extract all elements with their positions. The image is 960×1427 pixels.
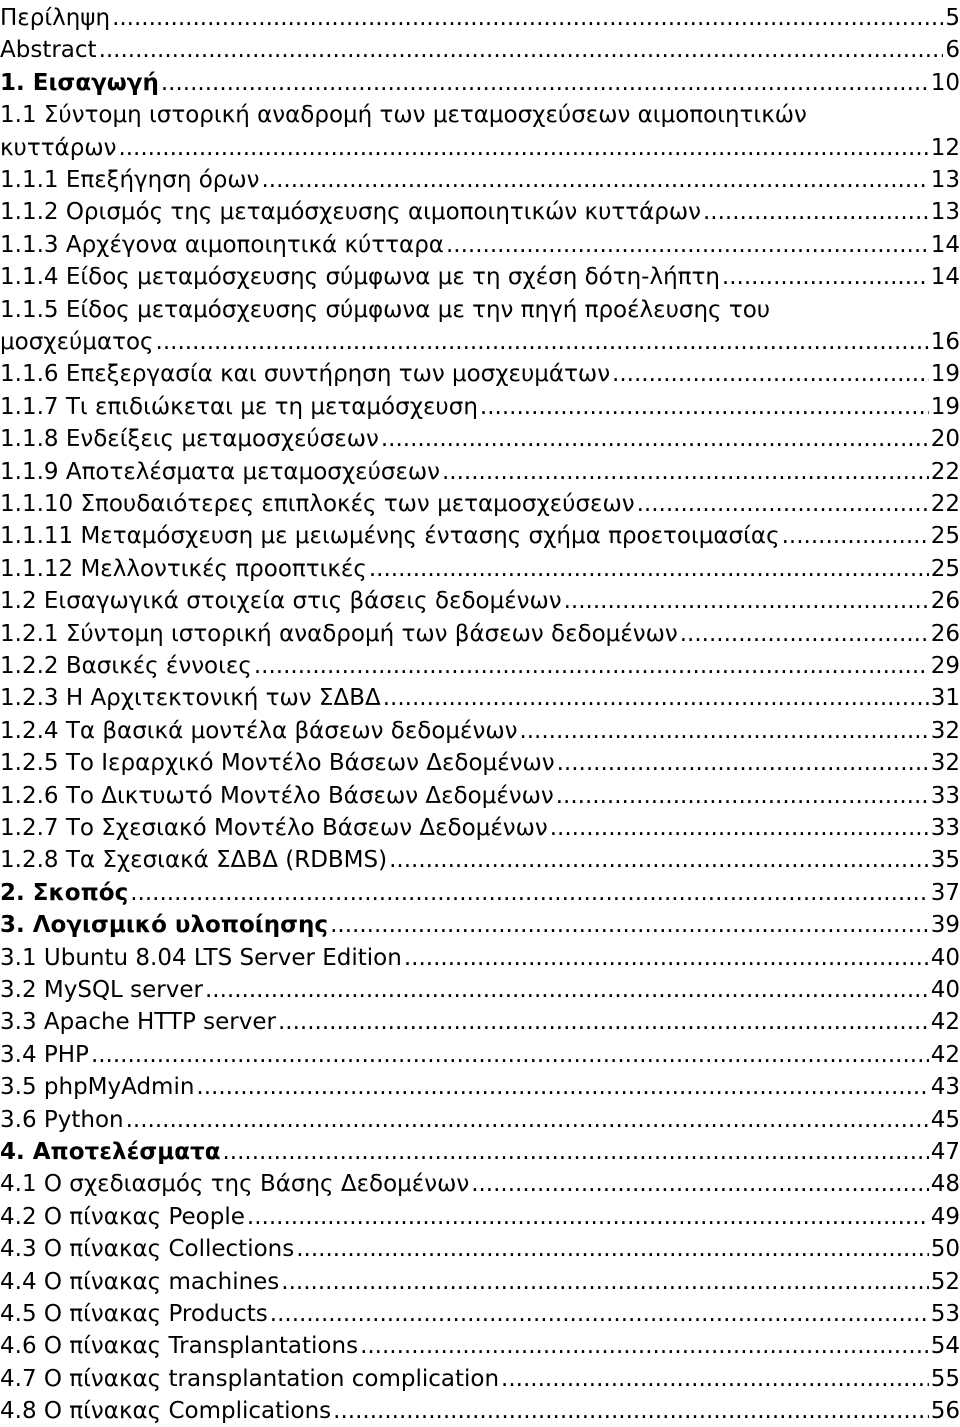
toc-entry[interactable]	[0, 942, 960, 974]
toc-entry-title: 4.1 Ο σχεδιασμός της Βάσης Δεδομένων	[0, 1171, 470, 1198]
toc-row	[0, 909, 960, 941]
toc-entry-title: 4.2 Ο πίνακας People	[0, 1203, 245, 1230]
toc-entry[interactable]	[0, 164, 960, 196]
toc-dot-leader	[333, 1395, 929, 1427]
toc-entry[interactable]	[0, 1266, 960, 1298]
toc-entry[interactable]	[0, 456, 960, 488]
toc-entry[interactable]	[0, 488, 960, 520]
toc-row	[0, 650, 960, 682]
toc-entry-title: 1.1.5 Είδος μεταμόσχευσης σύμφωνα με την πηγή προέλευσης του	[0, 296, 771, 323]
toc-dot-leader	[247, 1201, 929, 1233]
toc-entry[interactable]	[0, 196, 960, 228]
toc-entry-title: 1.2.7 Το Σχεσιακό Μοντέλο Βάσεων Δεδομένων	[0, 815, 548, 841]
toc-row	[0, 1298, 960, 1330]
toc-entry[interactable]	[0, 909, 960, 941]
toc-entry[interactable]	[0, 1168, 960, 1200]
toc-entry-title: 1.2.5 Το Ιεραρχικό Μοντέλο Βάσεων Δεδομένων	[0, 750, 555, 777]
toc-entry[interactable]	[0, 1039, 960, 1071]
toc-page-number: 40	[930, 977, 960, 1003]
toc-entry-title: 4. Αποτελέσματα	[0, 1139, 221, 1165]
toc-entry-title: 4.4 Ο πίνακας machines	[0, 1268, 280, 1295]
toc-dot-leader	[381, 423, 929, 455]
toc-page-number: 33	[930, 815, 960, 841]
toc-dot-leader	[126, 1104, 929, 1136]
toc-entry-title: 1.2.4 Τα βασικά μοντέλα βάσεων δεδομένων	[0, 717, 518, 744]
toc-dot-leader	[550, 812, 929, 844]
toc-row	[0, 877, 960, 909]
toc-row	[0, 1201, 960, 1233]
toc-row	[0, 682, 960, 714]
toc-entry-title: 4.3 Ο πίνακας Collections	[0, 1236, 295, 1263]
toc-dot-leader	[369, 553, 929, 585]
toc-entry-title: 1.2 Εισαγωγικά στοιχεία στις βάσεις δεδομένων	[0, 588, 562, 615]
toc-dot-leader	[442, 456, 929, 488]
toc-dot-leader	[612, 358, 929, 390]
toc-row	[0, 456, 960, 488]
toc-row	[0, 812, 960, 844]
toc-page-number: 26	[930, 620, 960, 647]
toc-entry-title: 1.1.4 Είδος μεταμόσχευσης σύμφωνα με τη σχέση δότη-λήπτη	[0, 264, 720, 291]
toc-page-number: 16	[930, 329, 960, 355]
toc-page-number: 54	[930, 1333, 960, 1360]
toc-row	[0, 942, 960, 974]
toc-entry[interactable]	[0, 1136, 960, 1168]
toc-entry[interactable]	[0, 618, 960, 650]
toc-dot-leader	[480, 391, 929, 423]
toc-row	[0, 1104, 960, 1136]
toc-dot-leader	[637, 488, 929, 520]
toc-entry-title: Abstract	[0, 37, 97, 64]
toc-entry-title: μοσχεύματος	[0, 329, 154, 355]
toc-page-number: 25	[930, 555, 960, 582]
toc-page-number: 19	[930, 361, 960, 388]
toc-dot-leader	[446, 229, 929, 261]
toc-entry[interactable]	[0, 585, 960, 617]
toc-dot-leader	[223, 1136, 929, 1168]
toc-dot-leader	[519, 715, 928, 747]
toc-dot-leader	[196, 1071, 928, 1103]
toc-page-number: 19	[930, 393, 960, 420]
toc-row	[0, 229, 960, 261]
toc-row	[0, 488, 960, 520]
toc-row	[0, 1071, 960, 1103]
toc-dot-leader	[404, 942, 929, 974]
toc-entry-title: 1.1.1 Επεξήγηση όρων	[0, 167, 260, 193]
toc-entry[interactable]	[0, 877, 960, 909]
toc-entry-title: κυττάρων	[0, 134, 117, 161]
toc-entry[interactable]	[0, 423, 960, 455]
toc-dot-leader	[118, 132, 928, 164]
toc-row	[0, 99, 960, 131]
toc-row	[0, 423, 960, 455]
toc-entry-title: 4.7 Ο πίνακας transplantation complication	[0, 1365, 500, 1392]
toc-entry-title: 1.1.9 Αποτελέσματα μεταμοσχεύσεων	[0, 458, 440, 485]
toc-page-number: 5	[945, 5, 960, 31]
toc-page-number: 49	[930, 1203, 960, 1230]
toc-entry[interactable]	[0, 1006, 960, 1038]
toc-dot-leader	[389, 844, 929, 876]
toc-entry-title: 1.1.6 Επεξεργασία και συντήρηση των μοσχευμάτων	[0, 361, 611, 388]
toc-row	[0, 553, 960, 585]
toc-entry-title: 1.2.3 Η Αρχιτεκτονική των ΣΔΒΔ	[0, 685, 381, 712]
toc-entry-title: 3.1 Ubuntu 8.04 LTS Server Edition	[0, 944, 402, 971]
toc-page-number: 20	[930, 426, 960, 453]
toc-page-number: 13	[930, 199, 960, 226]
toc-page-number: 6	[945, 37, 960, 64]
toc-entry[interactable]	[0, 1233, 960, 1265]
toc-row	[0, 1395, 960, 1427]
toc-page-number: 42	[930, 1041, 960, 1068]
toc-page-number: 14	[930, 231, 960, 258]
toc-row	[0, 2, 960, 34]
toc-page-number: 43	[930, 1074, 960, 1101]
toc-page-number: 53	[930, 1301, 960, 1327]
toc-entry-title: 1.1 Σύντομη ιστορική αναδρομή των μεταμοσχεύσεων αιμοποιητικών	[0, 102, 807, 129]
toc-dot-leader	[156, 326, 929, 358]
toc-row	[0, 67, 960, 99]
toc-entry-title: 3. Λογισμικό υλοποίησης	[0, 912, 329, 939]
toc-page-number: 25	[930, 523, 960, 550]
toc-row	[0, 132, 960, 164]
toc-entry-title: 4.6 Ο πίνακας Transplantations	[0, 1333, 359, 1360]
toc-entry[interactable]	[0, 132, 960, 164]
toc-entry-title: 1.1.11 Μεταμόσχευση με μειωμένης έντασης σχήμα προετοιμασίας	[0, 523, 780, 550]
toc-row	[0, 1006, 960, 1038]
toc-entry-title: 3.4 PHP	[0, 1041, 89, 1068]
toc-entry[interactable]	[0, 553, 960, 585]
toc-page-number: 22	[930, 458, 960, 485]
toc-entry[interactable]	[0, 520, 960, 552]
toc-row	[0, 1330, 960, 1362]
toc-entry[interactable]	[0, 67, 960, 99]
toc-row	[0, 358, 960, 390]
toc-entry-title: 2. Σκοπός	[0, 879, 129, 906]
toc-dot-leader	[91, 1039, 929, 1071]
toc-entry[interactable]	[0, 1104, 960, 1136]
toc-dot-leader	[703, 196, 929, 228]
toc-entry[interactable]	[0, 747, 960, 779]
toc-entry[interactable]	[0, 2, 960, 34]
toc-page-number: 33	[930, 782, 960, 809]
toc-dot-leader	[383, 682, 929, 714]
toc-dot-leader	[680, 618, 929, 650]
toc-entry[interactable]	[0, 294, 960, 326]
toc-row	[0, 261, 960, 293]
toc-entry[interactable]	[0, 99, 960, 131]
toc-entry[interactable]	[0, 780, 960, 812]
toc-page-number: 10	[930, 69, 960, 96]
toc-page-number: 31	[930, 685, 960, 712]
toc-entry-title: 1.1.8 Ενδείξεις μεταμοσχεύσεων	[0, 426, 379, 453]
toc-entry[interactable]	[0, 1071, 960, 1103]
toc-row	[0, 974, 960, 1006]
toc-entry[interactable]	[0, 1330, 960, 1362]
toc-dot-leader	[564, 585, 929, 617]
toc-entry[interactable]	[0, 391, 960, 423]
toc-entry-title: 1.2.1 Σύντομη ιστορική αναδρομή των βάσεων δεδομένων	[0, 620, 678, 647]
toc-row	[0, 294, 960, 326]
toc-entry-title: 1.1.2 Ορισμός της μεταμόσχευσης αιμοποιητικών κυττάρων	[0, 199, 701, 226]
toc-page-number: 50	[930, 1236, 960, 1263]
toc-page-number: 39	[930, 912, 960, 939]
toc-page-number: 32	[930, 717, 960, 744]
toc-row	[0, 391, 960, 423]
toc-entry-title: 3.6 Python	[0, 1106, 124, 1133]
toc-entry-title: 4.8 Ο πίνακας Complications	[0, 1398, 332, 1425]
toc-row	[0, 326, 960, 358]
toc-entry[interactable]	[0, 261, 960, 293]
toc-entry[interactable]	[0, 844, 960, 876]
toc-dot-leader	[270, 1298, 929, 1330]
toc-dot-leader	[99, 34, 944, 66]
toc-row	[0, 618, 960, 650]
toc-dot-leader	[112, 2, 943, 34]
toc-entry[interactable]	[0, 1201, 960, 1233]
toc-page-number: 42	[930, 1009, 960, 1036]
toc-page-number: 56	[930, 1398, 960, 1425]
toc-entry[interactable]	[0, 974, 960, 1006]
toc-dot-leader	[360, 1330, 929, 1362]
toc-page-number: 29	[930, 653, 960, 679]
toc-row	[0, 1136, 960, 1168]
toc-entry[interactable]	[0, 1395, 960, 1427]
toc-dot-leader	[130, 877, 928, 909]
toc-entry[interactable]	[0, 358, 960, 390]
toc-entry[interactable]	[0, 812, 960, 844]
toc-row	[0, 1168, 960, 1200]
toc-row	[0, 844, 960, 876]
toc-page-number: 26	[930, 588, 960, 615]
toc-page-number: 12	[930, 134, 960, 161]
toc-row	[0, 1039, 960, 1071]
toc-entry-title: 1.1.10 Σπουδαιότερες επιπλοκές των μεταμοσχεύσεων	[0, 491, 635, 517]
toc-entry[interactable]	[0, 34, 960, 66]
toc-entry[interactable]	[0, 1363, 960, 1395]
toc-page-number: 22	[930, 491, 960, 517]
toc-row	[0, 1233, 960, 1265]
toc-page-number: 45	[930, 1106, 960, 1133]
toc-page-number: 32	[930, 750, 960, 777]
toc-dot-leader	[261, 164, 928, 196]
toc-entry-title: 3.3 Apache HTTP server	[0, 1009, 276, 1036]
toc-page-number: 55	[930, 1365, 960, 1392]
toc-row	[0, 196, 960, 228]
toc-row	[0, 1266, 960, 1298]
toc-dot-leader	[205, 974, 929, 1006]
toc-dot-leader	[254, 650, 929, 682]
toc-page-number: 13	[930, 167, 960, 193]
toc-row	[0, 520, 960, 552]
toc-page-number: 35	[930, 847, 960, 874]
toc-entry-title: 1.1.12 Μελλοντικές προοπτικές	[0, 555, 367, 582]
toc-entry-title: 1.1.7 Τι επιδιώκεται με τη μεταμόσχευση	[0, 393, 478, 420]
toc-row	[0, 34, 960, 66]
toc-entry[interactable]	[0, 229, 960, 261]
toc-entry[interactable]	[0, 682, 960, 714]
toc-entry-title: 1.1.3 Αρχέγονα αιμοποιητικά κύτταρα	[0, 231, 444, 258]
toc-dot-leader	[722, 261, 929, 293]
toc-row	[0, 715, 960, 747]
toc-row	[0, 1363, 960, 1395]
toc-dot-leader	[557, 747, 929, 779]
toc-entry[interactable]	[0, 1298, 960, 1330]
toc-entry[interactable]	[0, 715, 960, 747]
toc-dot-leader	[278, 1006, 929, 1038]
toc-entry-title: 4.5 Ο πίνακας Products	[0, 1301, 268, 1327]
toc-entry-title: 3.2 MySQL server	[0, 977, 203, 1003]
toc-page-number: 40	[930, 944, 960, 971]
toc-page-number: 52	[930, 1268, 960, 1295]
toc-dot-leader	[782, 520, 929, 552]
toc-dot-leader	[556, 780, 929, 812]
toc-dot-leader	[330, 909, 929, 941]
toc-row	[0, 585, 960, 617]
toc-entry-title: 1.2.6 Το Δικτυωτό Μοντέλο Βάσεων Δεδομένων	[0, 782, 554, 809]
toc-entry[interactable]	[0, 650, 960, 682]
toc-entry-title: 1. Εισαγωγή	[0, 69, 159, 96]
toc-page-number: 47	[930, 1139, 960, 1165]
toc-dot-leader	[296, 1233, 929, 1265]
toc-row	[0, 780, 960, 812]
toc-entry-title: 1.2.8 Τα Σχεσιακά ΣΔΒΔ (RDBMS)	[0, 847, 388, 874]
toc-row	[0, 747, 960, 779]
toc-page-number: 14	[930, 264, 960, 291]
toc-page-number: 37	[930, 879, 960, 906]
toc-row	[0, 164, 960, 196]
toc-dot-leader	[281, 1266, 928, 1298]
toc-entry[interactable]	[0, 326, 960, 358]
toc-dot-leader	[161, 67, 929, 99]
toc-entry-title: Περίληψη	[0, 5, 111, 31]
toc-entry-title: 3.5 phpMyAdmin	[0, 1074, 195, 1101]
toc-page-number: 48	[930, 1171, 960, 1198]
toc-dot-leader	[471, 1168, 929, 1200]
toc-dot-leader	[501, 1363, 929, 1395]
toc-entry-title: 1.2.2 Βασικές έννοιες	[0, 653, 252, 679]
